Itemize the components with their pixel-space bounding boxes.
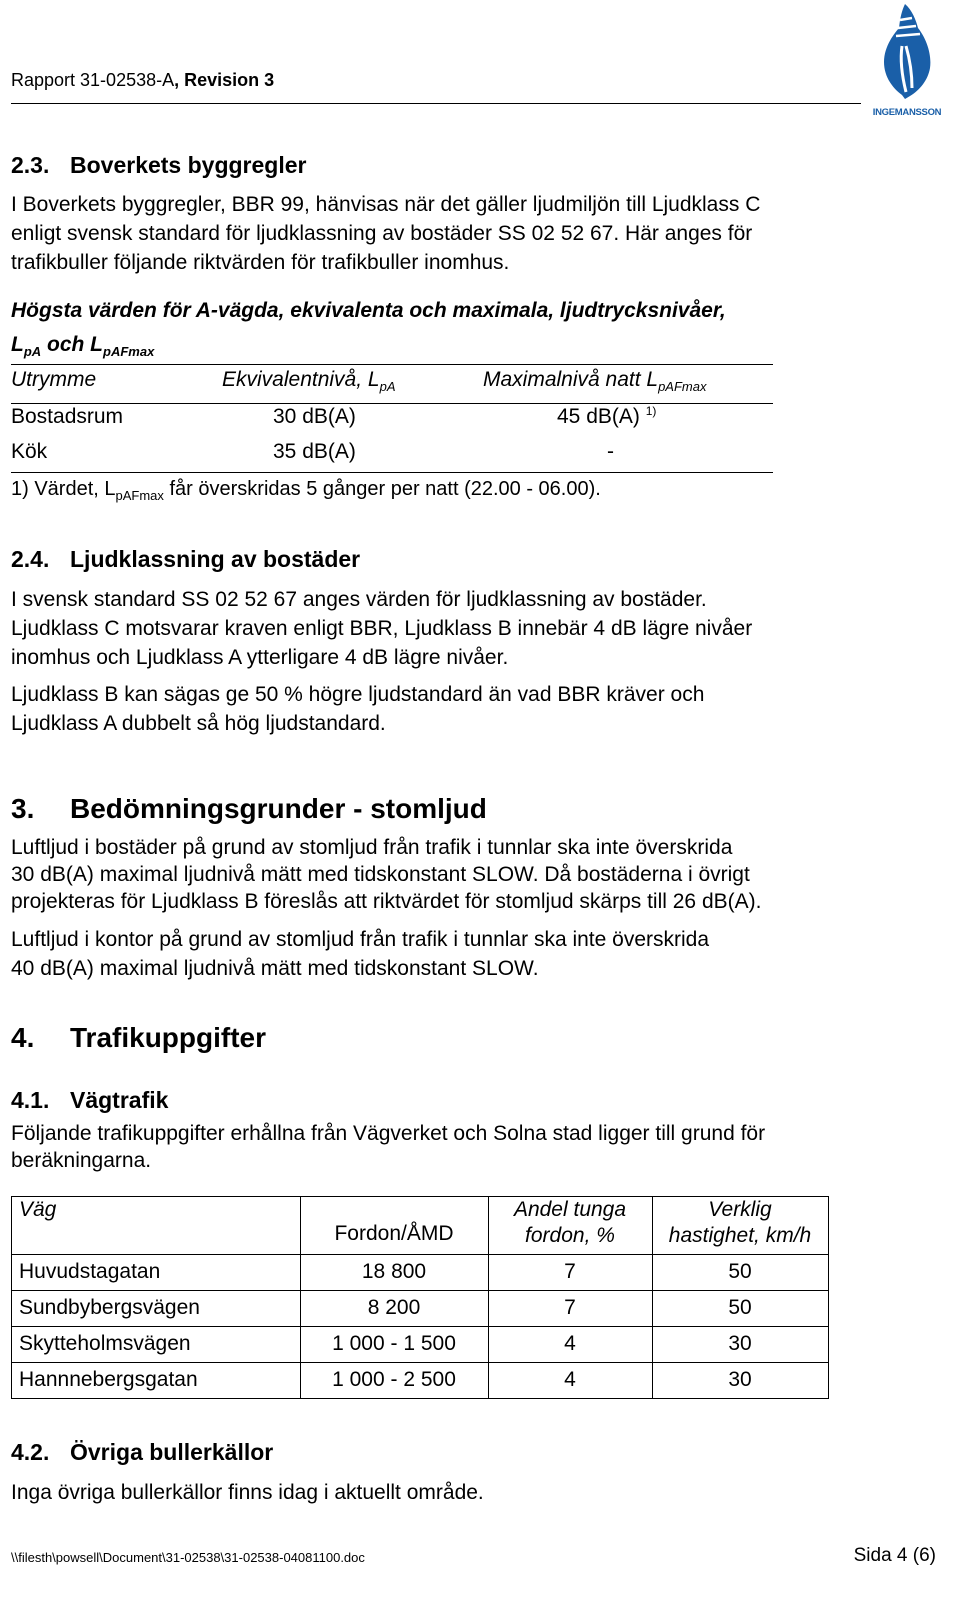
text-line: Ljudklass A dubbelt så hög ljudstandard.: [11, 712, 386, 735]
text-line: 30 dB(A) maximal ljudnivå mätt med tidskonstant SLOW. Då bostäderna i övrigt: [11, 863, 750, 886]
section-2-3-paragraph: [11, 190, 760, 277]
table-cell-vag: Skytteholmsvägen: [19, 1332, 191, 1355]
table-row-eq: 30 dB(A): [273, 405, 356, 428]
table-cell-fordon: 18 800: [361, 1260, 427, 1283]
col-header-room: Utrymme: [11, 368, 97, 391]
table-cell-vag: Sundbybergsvägen: [19, 1296, 200, 1319]
table-row-room: Kök: [11, 440, 48, 463]
company-logo: [872, 2, 942, 120]
table-cell-hastighet: 30: [728, 1332, 752, 1355]
section-title: Vägtrafik: [70, 1087, 169, 1113]
table-row-max: -: [607, 440, 614, 463]
section-4-1-paragraph: [11, 1120, 765, 1174]
table-rule-bottom: [11, 472, 773, 473]
section-4-1-heading: [11, 1087, 169, 1114]
footer-path: \\filesth\powsell\Document\31-02538\31-02538-04081100.doc: [11, 1550, 365, 1565]
text-line: 40 dB(A) maximal ljudnivå mätt med tidskonstant SLOW.: [11, 957, 539, 980]
table-rule-mid: [11, 403, 773, 404]
table-row-room: Bostadsrum: [11, 405, 124, 428]
table-cell-andel: 4: [564, 1368, 576, 1391]
section-2-3-heading: [11, 152, 307, 179]
table-cell-andel: 4: [564, 1332, 576, 1355]
table-cell-fordon: 1 000 - 1 500: [332, 1332, 456, 1355]
text-line: beräkningarna.: [11, 1149, 152, 1172]
section-title: Ljudklassning av bostäder: [70, 546, 361, 572]
section-2-4-paragraph-2: [11, 680, 704, 738]
table-cell-fordon: 1 000 - 2 500: [332, 1368, 456, 1391]
section-number: 4.: [11, 1022, 35, 1053]
table-row-eq: 35 dB(A): [273, 440, 356, 463]
section-number: 2.3.: [11, 152, 50, 178]
footer-page-number: Sida 4 (6): [853, 1545, 936, 1566]
text-line: inomhus och Ljudklass A ytterligare 4 dB lägre nivåer.: [11, 646, 509, 669]
table-rule-top: [11, 364, 773, 365]
table-cell-fordon: 8 200: [367, 1296, 421, 1319]
shell-logo-icon: [872, 2, 942, 102]
section-4-2-paragraph: [11, 1478, 484, 1507]
section-number: 4.1.: [11, 1087, 50, 1113]
table-footnote: 1) Värdet, $L_{pAFmax}$ får överskridas 5 gånger per natt (22.00 - 06.00).: [11, 478, 601, 503]
table-cell-hastighet: 50: [728, 1260, 752, 1283]
section-3-paragraph-1: [11, 834, 761, 915]
table-row-max: 45 dB(A) $^{1)}$: [557, 404, 657, 428]
col-header-vag: Väg: [19, 1198, 57, 1221]
table-cell-vag: Hannnebergsgatan: [19, 1368, 198, 1391]
col-header-fordon: Fordon/ÅMD: [334, 1222, 454, 1245]
table-cell-vag: Huvudstagatan: [19, 1260, 161, 1283]
section-number: 3.: [11, 793, 35, 824]
col-header-andel: Andel tunga fordon, %: [513, 1198, 627, 1247]
table-cell-hastighet: 30: [728, 1368, 752, 1391]
section-2-4-heading: [11, 546, 361, 573]
section-4-heading: [11, 1022, 267, 1054]
section-number: 4.2.: [11, 1439, 50, 1465]
text-line: Inga övriga bullerkällor finns idag i aktuellt område.: [11, 1481, 484, 1504]
text-line: I svensk standard SS 02 52 67 anges värden för ljudklassning av bostäder.: [11, 588, 707, 611]
section-title: Bedömningsgrunder - stomljud: [70, 793, 487, 824]
section-3-paragraph-2: [11, 925, 709, 983]
col-header-max: Maximalnivå natt $L_{pAFmax}$: [483, 368, 707, 395]
section-title: Boverkets byggregler: [70, 152, 307, 178]
header-rule: [11, 103, 861, 104]
logo-wordmark: INGEMANSSON: [872, 107, 942, 118]
table-cell-andel: 7: [564, 1296, 576, 1319]
table-cell-hastighet: 50: [728, 1296, 752, 1319]
section-4-2-heading: [11, 1439, 274, 1466]
col-header-hastighet: Verklig hastighet, km/h: [668, 1198, 812, 1247]
report-revision: , Revision 3: [174, 70, 275, 90]
text-line: Följande trafikuppgifter erhållna från Vägverket och Solna stad ligger till grund för: [11, 1122, 766, 1145]
text-line: Luftljud i bostäder på grund av stomljud från trafik i tunnlar ska inte överskrida: [11, 836, 733, 859]
text-line: enligt svensk standard för ljudklassning av bostäder SS 02 52 67. Här anges för: [11, 222, 753, 245]
section-title: Trafikuppgifter: [70, 1022, 267, 1053]
section-3-heading: [11, 793, 487, 825]
section-number: 2.4.: [11, 546, 50, 572]
text-line: trafikbuller följande riktvärden för trafikbuller inomhus.: [11, 251, 510, 274]
text-line: projekteras för Ljudklass B föreslås att riktvärdet för stomljud skärps till 26 dB(A).: [11, 890, 762, 913]
caption-line: $L_{pA}$ och $L_{pAFmax}$: [11, 333, 155, 360]
text-line: I Boverkets byggregler, BBR 99, hänvisas när det gäller ljudmiljön till Ljudklass C: [11, 193, 761, 216]
section-2-4-paragraph-1: [11, 585, 752, 672]
report-header: [11, 70, 274, 91]
text-line: Ljudklass C motsvarar kraven enligt BBR, Ljudklass B innebär 4 dB lägre nivåer: [11, 617, 753, 640]
text-line: Luftljud i kontor på grund av stomljud från trafik i tunnlar ska inte överskrida: [11, 928, 710, 951]
col-header-eq: Ekvivalentnivå, $L_{pA}$: [222, 368, 396, 395]
section-title: Övriga bullerkällor: [70, 1439, 274, 1465]
table-cell-andel: 7: [564, 1260, 576, 1283]
report-id: Rapport 31-02538-A: [11, 70, 175, 90]
table-caption: [11, 294, 726, 362]
text-line: Ljudklass B kan sägas ge 50 % högre ljudstandard än vad BBR kräver och: [11, 683, 705, 706]
caption-line: Högsta värden för A-vägda, ekvivalenta och maximala, ljudtrycksnivåer,: [11, 299, 726, 322]
